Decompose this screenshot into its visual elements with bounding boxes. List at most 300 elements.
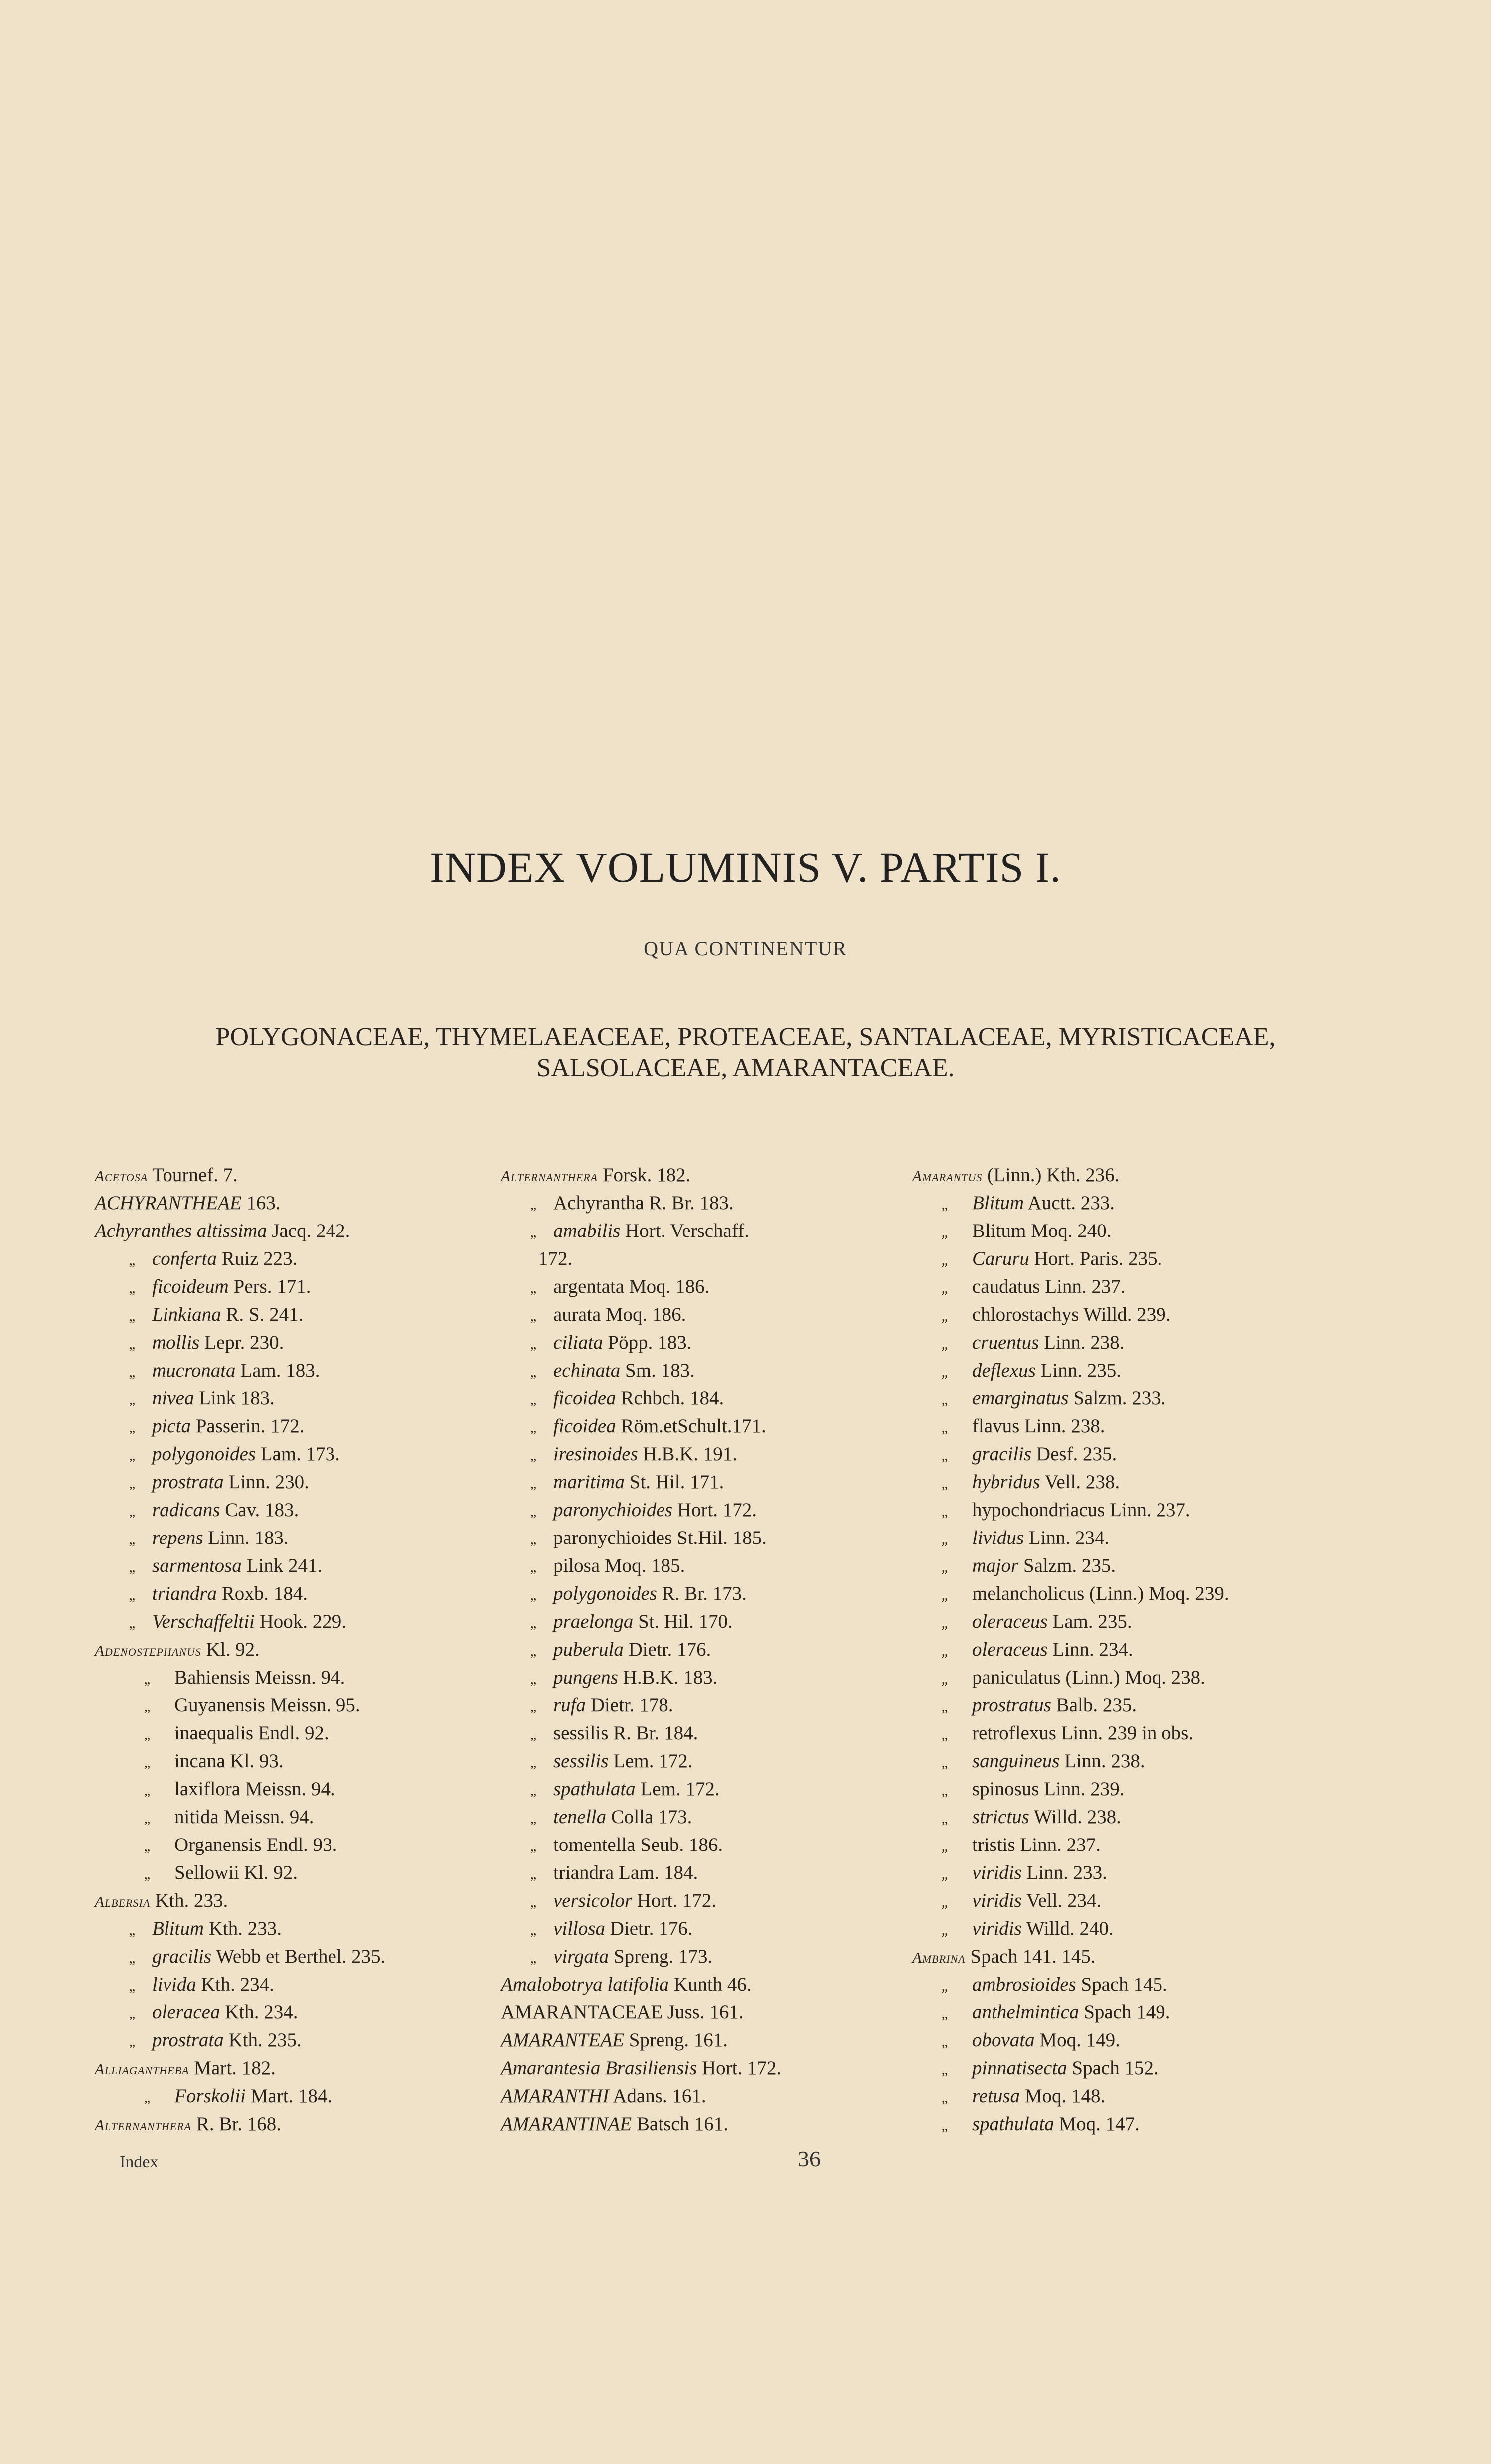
- index-entry: [912, 1943, 1351, 1971]
- entry-text: Lem. 172.: [613, 1750, 693, 1772]
- ditto-mark: „: [129, 1337, 136, 1352]
- entry-text: retroflexus Linn. 239 in obs.: [972, 1722, 1194, 1744]
- index-entry: [912, 1803, 1351, 1831]
- footer-label: Index: [120, 2153, 159, 2171]
- entry-text: Willd. 238.: [1033, 1806, 1121, 1828]
- species-name: ficoidea: [553, 1387, 616, 1409]
- index-entry: [501, 1161, 910, 1189]
- index-entry: [95, 1664, 494, 1692]
- index-entry: [95, 1775, 494, 1803]
- index-entry: [501, 1189, 910, 1217]
- species-name: maritima: [553, 1471, 625, 1493]
- genus-name: Alternanthera: [501, 1167, 598, 1185]
- entry-text: Hort. Verschaff.: [625, 1220, 749, 1241]
- ditto-mark: „: [941, 1923, 948, 1938]
- entry-text: Linn. 183.: [208, 1527, 289, 1548]
- species-name: gracilis: [152, 1946, 212, 1967]
- species-name: radicans: [152, 1499, 220, 1521]
- species-name: major: [972, 1555, 1019, 1576]
- entry-text: (Linn.) Kth. 236.: [987, 1164, 1120, 1186]
- index-entry: [912, 1245, 1351, 1273]
- species-name: AMARANTINAE: [501, 2113, 632, 2135]
- species-name: oleraceus: [972, 1611, 1048, 1632]
- entry-text: Spreng. 173.: [613, 1946, 713, 1967]
- entry-text: Mart. 182.: [194, 2057, 276, 2079]
- ditto-mark: „: [941, 1755, 948, 1771]
- index-entry: [912, 2110, 1351, 2138]
- ditto-mark: „: [530, 1309, 537, 1324]
- entry-text: H.B.K. 183.: [623, 1667, 718, 1688]
- entry-text: Hort. 172.: [637, 1890, 717, 1911]
- ditto-mark: „: [530, 1923, 537, 1938]
- entry-text: Kl. 92.: [206, 1639, 260, 1660]
- entry-text: Salzm. 235.: [1023, 1555, 1116, 1576]
- ditto-mark: „: [530, 1420, 537, 1436]
- entry-text: incana Kl. 93.: [174, 1750, 284, 1772]
- index-entry: [912, 1719, 1351, 1747]
- ditto-mark: „: [129, 2034, 136, 2050]
- entry-text: Vell. 234.: [1026, 1890, 1102, 1911]
- entry-text: Balb. 235.: [1056, 1694, 1137, 1716]
- ditto-mark: „: [941, 1448, 948, 1464]
- ditto-mark: „: [129, 1281, 136, 1296]
- species-name: deflexus: [972, 1360, 1036, 1381]
- index-entry: [95, 2110, 494, 2138]
- index-entry: [501, 1775, 910, 1803]
- index-entry: [912, 1273, 1351, 1301]
- index-entry: [95, 1887, 494, 1915]
- families-line-1: POLYGONACEAE, THYMELAEACEAE, PROTEACEAE, SANTALACEAE, MYRISTICACEAE,: [215, 1023, 1276, 1051]
- index-entry: [95, 1608, 494, 1636]
- ditto-mark: „: [129, 1504, 136, 1520]
- ditto-mark: „: [530, 1616, 537, 1631]
- index-column-3: [912, 1161, 1351, 2138]
- entry-text: R. Br. 173.: [662, 1583, 747, 1604]
- ditto-mark: „: [129, 1365, 136, 1380]
- index-entry: [95, 1440, 494, 1468]
- index-entry: [95, 1412, 494, 1440]
- ditto-mark: „: [144, 1699, 151, 1715]
- species-name: sarmentosa: [152, 1555, 242, 1576]
- entry-text: argentata Moq. 186.: [553, 1276, 710, 1297]
- ditto-mark: „: [941, 1392, 948, 1408]
- ditto-mark: „: [941, 1532, 948, 1547]
- index-entry: [912, 1412, 1351, 1440]
- species-name: retusa: [972, 2085, 1020, 2107]
- index-entry: [501, 1301, 910, 1329]
- species-name: strictus: [972, 1806, 1029, 1828]
- genus-name: Ambrina: [912, 1949, 966, 1966]
- ditto-mark: „: [530, 1672, 537, 1687]
- ditto-mark: „: [941, 1644, 948, 1659]
- index-entry: [501, 1803, 910, 1831]
- page-number: 36: [798, 2146, 821, 2171]
- ditto-mark: „: [129, 1253, 136, 1268]
- entry-text: St. Hil. 171.: [629, 1471, 724, 1493]
- index-entry: [95, 1636, 494, 1664]
- ditto-mark: „: [144, 1672, 151, 1687]
- species-name: pungens: [553, 1667, 618, 1688]
- index-entry: [501, 2026, 910, 2054]
- species-name: prostrata: [152, 2029, 224, 2051]
- entry-text: laxiflora Meissn. 94.: [174, 1778, 335, 1800]
- entry-text: Kth. 233.: [155, 1890, 228, 1911]
- families-heading: [0, 1022, 1491, 1083]
- entry-text: Jacq. 242.: [272, 1220, 350, 1241]
- index-entry: [501, 1245, 910, 1273]
- ditto-mark: „: [530, 1644, 537, 1659]
- index-entry: [95, 1915, 494, 1943]
- index-entry: [912, 1831, 1351, 1859]
- species-name: hybridus: [972, 1471, 1040, 1493]
- index-entry: [95, 1245, 494, 1273]
- ditto-mark: „: [530, 1867, 537, 1882]
- ditto-mark: „: [530, 1783, 537, 1799]
- entry-text: Tournef. 7.: [152, 1164, 238, 1186]
- species-name: Amarantesia Brasiliensis: [501, 2057, 697, 2079]
- index-entry: [912, 1440, 1351, 1468]
- species-name: spathulata: [972, 2113, 1054, 2135]
- species-name: ciliata: [553, 1332, 603, 1353]
- index-entry: [95, 1943, 494, 1971]
- entry-text: Lam. 183.: [240, 1360, 320, 1381]
- index-entry: [501, 1943, 910, 1971]
- entry-text: Dietr. 176.: [610, 1918, 693, 1939]
- genus-name: Alternanthera: [95, 2116, 192, 2134]
- entry-text: Linn. 230.: [228, 1471, 309, 1493]
- entry-text: spinosus Linn. 239.: [972, 1778, 1125, 1800]
- index-entry: [912, 1775, 1351, 1803]
- species-name: iresinoides: [553, 1443, 638, 1465]
- ditto-mark: „: [129, 2006, 136, 2022]
- index-entry: [912, 1161, 1351, 1189]
- index-entry: [912, 1971, 1351, 1999]
- index-entry: [912, 1608, 1351, 1636]
- species-name: cruentus: [972, 1332, 1039, 1353]
- entry-text: Linn. 234.: [1028, 1527, 1110, 1548]
- species-name: tenella: [553, 1806, 607, 1828]
- ditto-mark: „: [530, 1476, 537, 1492]
- index-entry: [912, 1468, 1351, 1496]
- index-entry: [95, 1357, 494, 1385]
- index-entry: [912, 1915, 1351, 1943]
- index-entry: [912, 1301, 1351, 1329]
- entry-text: R. S. 241.: [226, 1304, 304, 1325]
- species-name: sessilis: [553, 1750, 609, 1772]
- entry-text: Pers. 171.: [233, 1276, 311, 1297]
- species-name: prostrata: [152, 1471, 224, 1493]
- index-entry: [501, 1357, 910, 1385]
- entry-text: Desf. 235.: [1036, 1443, 1117, 1465]
- species-name: oleraceus: [972, 1639, 1048, 1660]
- entry-text: Kth. 233.: [208, 1918, 282, 1939]
- index-entry: [912, 2026, 1351, 2054]
- entry-text: Spach 145.: [1081, 1974, 1167, 1995]
- ditto-mark: „: [530, 1839, 537, 1854]
- index-entry: [95, 1999, 494, 2026]
- ditto-mark: „: [941, 1504, 948, 1520]
- ditto-mark: „: [530, 1448, 537, 1464]
- ditto-mark: „: [129, 1616, 136, 1631]
- index-entry: [912, 2082, 1351, 2110]
- ditto-mark: „: [530, 1504, 537, 1520]
- index-entry: [501, 1831, 910, 1859]
- index-entry: [912, 1524, 1351, 1552]
- index-entry: [912, 1189, 1351, 1217]
- entry-text: Linn. 238.: [1064, 1750, 1145, 1772]
- ditto-mark: „: [941, 1783, 948, 1799]
- ditto-mark: „: [941, 1588, 948, 1603]
- entry-text: Link 241.: [246, 1555, 323, 1576]
- index-entry: [912, 1692, 1351, 1719]
- ditto-mark: „: [941, 1365, 948, 1380]
- index-entry: [95, 1971, 494, 1999]
- entry-text: Colla 173.: [611, 1806, 692, 1828]
- entry-text: Lam. 173.: [260, 1443, 340, 1465]
- species-name: nivea: [152, 1387, 194, 1409]
- entry-text: Kth. 234.: [201, 1974, 274, 1995]
- entry-text: Moq. 148.: [1024, 2085, 1106, 2107]
- index-entry: [95, 1580, 494, 1608]
- entry-text: tristis Linn. 237.: [972, 1834, 1101, 1855]
- ditto-mark: „: [530, 1951, 537, 1966]
- entry-text: Bahiensis Meissn. 94.: [174, 1667, 345, 1688]
- entry-text: Auctt. 233.: [1027, 1192, 1115, 1214]
- ditto-mark: „: [941, 1979, 948, 1994]
- index-entry: [912, 1496, 1351, 1524]
- species-name: Achyranthes altissima: [95, 1220, 267, 1241]
- entry-text: chlorostachys Willd. 239.: [972, 1304, 1171, 1325]
- entry-text: Ruiz 223.: [221, 1248, 298, 1269]
- ditto-mark: „: [941, 1281, 948, 1296]
- ditto-mark: „: [941, 1476, 948, 1492]
- species-name: viridis: [972, 1918, 1022, 1939]
- index-entry: [912, 1357, 1351, 1385]
- species-name: ficoideum: [152, 1276, 229, 1297]
- ditto-mark: „: [129, 1560, 136, 1575]
- entry-text: Blitum Moq. 240.: [972, 1220, 1112, 1241]
- species-name: prostratus: [972, 1694, 1051, 1716]
- entry-text: Achyrantha R. Br. 183.: [553, 1192, 734, 1214]
- ditto-mark: „: [941, 1839, 948, 1854]
- entry-text: 163.: [246, 1192, 281, 1214]
- families-line-2: SALSOLACEAE, AMARANTACEAE.: [536, 1054, 955, 1082]
- species-name: lividus: [972, 1527, 1024, 1548]
- entry-text: Röm.etSchult.171.: [621, 1415, 766, 1437]
- species-name: virgata: [553, 1946, 609, 1967]
- index-entry: [501, 1440, 910, 1468]
- species-name: Verschaffeltii: [152, 1611, 255, 1632]
- entry-text: Sellowii Kl. 92.: [174, 1862, 298, 1883]
- species-name: oleracea: [152, 2002, 220, 2023]
- ditto-mark: „: [129, 1420, 136, 1436]
- ditto-mark: „: [129, 1532, 136, 1547]
- ditto-mark: „: [129, 1588, 136, 1603]
- entry-text: hypochondriacus Linn. 237.: [972, 1499, 1190, 1521]
- species-name: Forskolii: [174, 2085, 246, 2107]
- entry-text: Cav. 183.: [225, 1499, 299, 1521]
- index-entry: [95, 1524, 494, 1552]
- species-name: amabilis: [553, 1220, 621, 1241]
- ditto-mark: „: [530, 1225, 537, 1240]
- index-entry: [912, 1636, 1351, 1664]
- ditto-mark: „: [129, 1951, 136, 1966]
- entry-text: 172.: [538, 1248, 573, 1269]
- entry-text: Linn. 234.: [1052, 1639, 1133, 1660]
- entry-text: aurata Moq. 186.: [553, 1304, 686, 1325]
- entry-text: Lepr. 230.: [204, 1332, 284, 1353]
- index-entry: [95, 1859, 494, 1887]
- entry-text: Hort. Paris. 235.: [1034, 1248, 1162, 1269]
- species-name: polygonoides: [553, 1583, 657, 1604]
- species-name: mollis: [152, 1332, 200, 1353]
- index-entry: [912, 1217, 1351, 1245]
- species-name: puberula: [553, 1639, 624, 1660]
- ditto-mark: „: [941, 1699, 948, 1715]
- entry-text: H.B.K. 191.: [643, 1443, 738, 1465]
- ditto-mark: „: [941, 1225, 948, 1240]
- ditto-mark: „: [941, 2034, 948, 2050]
- ditto-mark: „: [941, 1309, 948, 1324]
- index-entry: [912, 1747, 1351, 1775]
- entry-text: Dietr. 176.: [628, 1639, 711, 1660]
- entry-text: Guyanensis Meissn. 95.: [174, 1694, 360, 1716]
- index-entry: [912, 1859, 1351, 1887]
- entry-text: Dietr. 178.: [590, 1694, 673, 1716]
- entry-text: paronychioides St.Hil. 185.: [553, 1527, 767, 1548]
- ditto-mark: „: [941, 1811, 948, 1827]
- ditto-mark: „: [941, 1672, 948, 1687]
- ditto-mark: „: [941, 1895, 948, 1910]
- genus-name: Adenostephanus: [95, 1642, 201, 1659]
- ditto-mark: „: [941, 1253, 948, 1268]
- entry-text: caudatus Linn. 237.: [972, 1276, 1126, 1297]
- species-name: versicolor: [553, 1890, 633, 1911]
- entry-text: Linn. 238.: [1044, 1332, 1125, 1353]
- ditto-mark: „: [530, 1197, 537, 1213]
- ditto-mark: „: [129, 1309, 136, 1324]
- entry-text: paniculatus (Linn.) Moq. 238.: [972, 1667, 1205, 1688]
- index-entry: [95, 2054, 494, 2082]
- ditto-mark: „: [941, 2062, 948, 2078]
- ditto-mark: „: [129, 1979, 136, 1994]
- index-entry: [501, 1692, 910, 1719]
- index-entry: [912, 1580, 1351, 1608]
- species-name: gracilis: [972, 1443, 1032, 1465]
- ditto-mark: „: [530, 1699, 537, 1715]
- entry-text: Salzm. 233.: [1073, 1387, 1166, 1409]
- entry-text: Linn. 235.: [1040, 1360, 1121, 1381]
- index-entry: [912, 1887, 1351, 1915]
- entry-text: Sm. 183.: [625, 1360, 695, 1381]
- ditto-mark: „: [530, 1337, 537, 1352]
- index-entry: [501, 1273, 910, 1301]
- index-entry: [912, 2054, 1351, 2082]
- species-name: obovata: [972, 2029, 1035, 2051]
- species-name: spathulata: [553, 1778, 636, 1800]
- index-entry: [501, 1636, 910, 1664]
- index-entry: [95, 1217, 494, 1245]
- entry-text: Spreng. 161.: [629, 2029, 728, 2051]
- species-name: mucronata: [152, 1360, 236, 1381]
- index-entry: [501, 2110, 910, 2138]
- ditto-mark: „: [941, 2118, 948, 2134]
- index-entry: [95, 1468, 494, 1496]
- index-entry: [95, 2026, 494, 2054]
- index-entry: [95, 1692, 494, 1719]
- index-entry: [912, 1385, 1351, 1412]
- index-entry: [501, 1524, 910, 1552]
- species-name: viridis: [972, 1862, 1022, 1883]
- entry-text: Spach 141. 145.: [970, 1946, 1096, 1967]
- species-name: viridis: [972, 1890, 1022, 1911]
- index-entry: [95, 1803, 494, 1831]
- index-entry: [95, 1747, 494, 1775]
- ditto-mark: „: [144, 1811, 151, 1827]
- ditto-mark: „: [129, 1392, 136, 1408]
- entry-text: Spach 149.: [1084, 2002, 1170, 2023]
- species-name: AMARANTEAE: [501, 2029, 624, 2051]
- ditto-mark: „: [941, 1197, 948, 1213]
- ditto-mark: „: [941, 1727, 948, 1743]
- index-entry: [95, 1496, 494, 1524]
- index-entry: [95, 1301, 494, 1329]
- ditto-mark: „: [941, 2090, 948, 2106]
- entry-text: Adans. 161.: [613, 2085, 706, 2107]
- index-entry: [501, 1329, 910, 1357]
- species-name: anthelmintica: [972, 2002, 1079, 2023]
- entry-text: Willd. 240.: [1026, 1918, 1114, 1939]
- entry-text: Organensis Endl. 93.: [174, 1834, 337, 1855]
- species-name: rufa: [553, 1694, 586, 1716]
- entry-text: Webb et Berthel. 235.: [216, 1946, 386, 1967]
- index-entry: [501, 1385, 910, 1412]
- ditto-mark: „: [144, 1839, 151, 1854]
- entry-text: Mart. 184.: [250, 2085, 332, 2107]
- ditto-mark: „: [530, 1281, 537, 1296]
- genus-name: Amarantus: [912, 1167, 983, 1185]
- species-name: Linkiana: [152, 1304, 221, 1325]
- entry-text: Rchbch. 184.: [621, 1387, 724, 1409]
- ditto-mark: „: [530, 1588, 537, 1603]
- index-entry: [501, 1999, 910, 2026]
- entry-text: Vell. 238.: [1044, 1471, 1120, 1493]
- index-entry: [912, 1552, 1351, 1580]
- ditto-mark: „: [530, 1895, 537, 1910]
- index-entry: [501, 1217, 910, 1245]
- index-entry: [95, 1273, 494, 1301]
- ditto-mark: „: [530, 1811, 537, 1827]
- index-entry: [501, 1971, 910, 1999]
- ditto-mark: „: [144, 2090, 151, 2106]
- index-entry: [501, 1915, 910, 1943]
- entry-text: Hort. 172.: [702, 2057, 782, 2079]
- ditto-mark: „: [941, 2006, 948, 2022]
- ditto-mark: „: [144, 1727, 151, 1743]
- entry-text: Hort. 172.: [677, 1499, 757, 1521]
- ditto-mark: „: [530, 1755, 537, 1771]
- page-title: INDEX VOLUMINIS V. PARTIS I.: [430, 843, 1061, 891]
- index-column-2: [501, 1161, 910, 2138]
- index-entry: [501, 1719, 910, 1747]
- ditto-mark: „: [530, 1392, 537, 1408]
- species-name: pinnatisecta: [972, 2057, 1067, 2079]
- index-entry: [95, 2082, 494, 2110]
- species-name: ACHYRANTHEAE: [95, 1192, 242, 1214]
- entry-text: Forsk. 182.: [602, 1164, 691, 1186]
- index-entry: [912, 1664, 1351, 1692]
- index-entry: [95, 1552, 494, 1580]
